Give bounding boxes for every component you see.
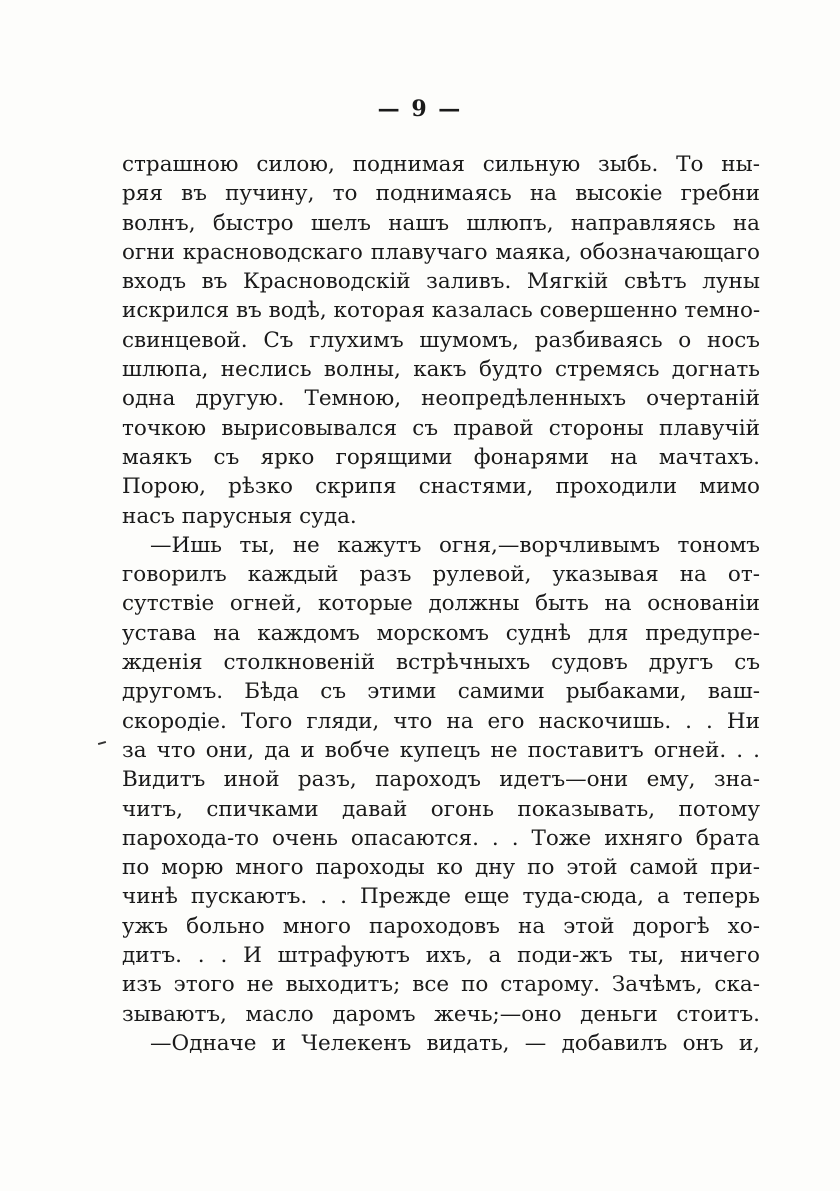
text-line: скородiе. Того гляди, что на его наскочишь. . . Ни	[122, 708, 760, 734]
text-line: по морю много пароходы ко дну по этой самой при-	[122, 855, 760, 881]
text-line: маякъ съ ярко горящими фонарями на мачтахъ.	[122, 444, 760, 470]
text-line: другомъ. Бѣда съ этими самими рыбаками, ваш-	[122, 679, 760, 705]
page-number: — 9 —	[377, 96, 463, 122]
paragraph-start-line: —Ишь ты, не кажутъ огня,—ворчливымъ тономъ	[150, 532, 760, 558]
text-line: сутствiе огней, которые должны быть на основанiи	[122, 591, 760, 617]
text-line: парохода-то очень опасаются. . . Тоже ихняго брата	[122, 825, 760, 851]
text-line: ужъ больно много пароходовъ на этой дорогѣ хо-	[122, 913, 760, 939]
text-line: читъ, спичками давай огонь показывать, потому	[122, 796, 760, 822]
text-line: искрился въ водѣ, которая казалась совершенно темно-	[122, 298, 761, 324]
printing-mark	[98, 741, 106, 745]
text-line: изъ этого не выходитъ; все по старому. Зачѣмъ, ска-	[122, 972, 760, 998]
text-line: насъ парусныя суда.	[122, 503, 357, 529]
body-text	[122, 150, 760, 1058]
text-line: шлюпа, неслись волны, какъ будто стремясь догнать	[122, 357, 760, 383]
text-line: страшною силою, поднимая сильную зыбь. То ны-	[122, 152, 760, 177]
text-line: одна другую. Темною, неопредѣленныхъ очертанiй	[122, 386, 760, 412]
text-line: точкою вырисовывался съ правой стороны плавучiй	[122, 415, 760, 441]
text-line: чинѣ пускаютъ. . . Прежде еще туда-сюда, а теперь	[122, 884, 760, 910]
text-line: огни красноводскаго плавучаго маяка, обозначающаго	[122, 239, 760, 265]
text-line: Видитъ иной разъ, пароходъ идетъ—они ему, зна-	[122, 767, 760, 793]
text-line: волнъ, быстро шелъ нашъ шлюпъ, направляясь на	[122, 210, 760, 236]
text-line: дитъ. . . И штрафуютъ ихъ, а поди-жъ ты, ничего	[122, 943, 760, 969]
text-line: входъ въ Красноводскiй заливъ. Мягкiй свѣтъ луны	[122, 269, 760, 295]
text-line: за что они, да и вобче купецъ не поставитъ огней. . .	[122, 737, 760, 763]
text-line: жденiя столкновенiй встрѣчныхъ судовъ другъ съ	[122, 650, 760, 676]
text-line: устава на каждомъ морскомъ суднѣ для предупре-	[122, 620, 760, 646]
paragraph-start-line: —Одначе и Челекенъ видать, — добавилъ онъ и,	[150, 1030, 760, 1056]
text-line: говорилъ каждый разъ рулевой, указывая на от-	[122, 562, 760, 588]
text-line: зываютъ, масло даромъ жечь;—оно деньги стоитъ.	[122, 1001, 760, 1027]
text-line: свинцевой. Съ глухимъ шумомъ, разбиваясь о носъ	[122, 327, 760, 353]
text-line: Порою, рѣзко скрипя снастями, проходили мимо	[122, 474, 760, 500]
text-line: ряя въ пучину, то поднимаясь на высокiе гребни	[122, 181, 760, 207]
